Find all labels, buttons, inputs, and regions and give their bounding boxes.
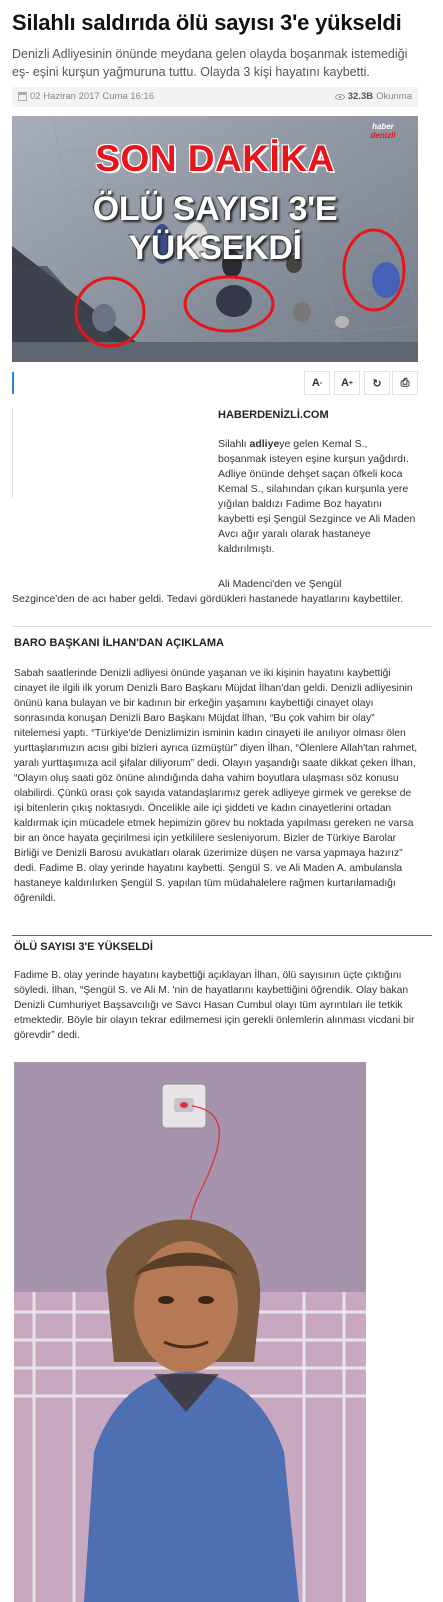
logo-bottom-text: denizli	[370, 131, 396, 140]
hero-headline-death-toll: ÖLÜ SAYISI 3'E YÜKSEKDİ	[92, 190, 338, 267]
article-paragraph-2-start: Ali Madenci'den ve Şengül	[218, 578, 342, 590]
p1-keyword-link[interactable]: adliye	[249, 438, 280, 450]
toolbar-accent	[12, 372, 14, 394]
font-decrease-button[interactable]: A -	[304, 371, 330, 395]
calendar-icon	[18, 92, 27, 101]
section-body-death-toll: Fadime B. olay yerinde hayatını kaybettiği açıklayan İlhan, ölü sayısının üçte çıktığını söyledi. İlhan, “Şengül S. ve Ali M. 'nin de hayatlarını kaybettiğini öğrendik. Olay bakan Denizli Cumhuriyet Başsavcılığı ve Savcı Hasan Cumbul olayı tüm ayrıntıları ile tetkik etmektedir. Böyle bir olayın tekrar edilmemesi için gerekli önlemlerin alınması vicdani bir görevdir” dedi.	[14, 970, 415, 1041]
haber-denizli-logo	[362, 122, 404, 140]
eye-icon	[335, 94, 345, 100]
print-icon: ⎙	[400, 376, 410, 389]
logo-top-text: haber	[372, 122, 394, 131]
date-text: 02 Haziran 2017 Cuma 16:16	[30, 91, 155, 102]
font-decrease-label: A	[311, 377, 320, 389]
victim-photo	[14, 1062, 366, 1602]
views-count: 32.3B	[347, 91, 374, 102]
print-button[interactable]	[392, 371, 418, 395]
section-divider	[12, 626, 432, 627]
article-title: Silahlı saldırıda ölü sayısı 3'e yükseldi	[12, 10, 402, 35]
article-source: HABERDENİZLİ.COM	[218, 409, 329, 421]
section-title-baro: BARO BAŞKANI İLHAN'DAN AÇIKLAMA	[14, 637, 224, 649]
reset-icon: ↻	[372, 377, 382, 390]
views-label: Okunma	[376, 91, 412, 102]
victim-photo-scene	[14, 1062, 366, 1602]
article-meta-bar	[12, 87, 418, 107]
section-divider-red	[12, 935, 432, 936]
p1-text-rest: ye gelen Kemal S., boşanmak isteyen eşine kurşun yağdırdı. Adliye önünde dehşet saçan öfkeli koca Kemal S., silahından çıkan kurşunla yere yığılan baldızı Fadime Boz hayatını kaybetti eşi Şengül Sezgince ve Ali Maden Avcı ağır yaralı olarak hastaneye kaldırılmıştı.	[218, 438, 416, 555]
section-body-baro: Sabah saatlerinde Denizli adliyesi önünde yaşanan ve iki kişinin hayatını kaybettiği cinayet ile ilgili ilk yorum Denizli Baro Başkanı Müjdat İlhan'dan geldi. Denizli adliyesinin önünü kana bulayan ve bir kadının bir erkeğin yaşamını kaybettiği cinayet olayı sonrasında konuşan Denizli Baro Başkanı Müjdat İlhan, “Bu çok vahim bir olay” nitelemesi yaptı. “Türkiye'de Denizlimizin isminin kadın cinayeti ile anılıyor olması ölen yurttaşlarımızın acısı gibi bizleri ayrıca üzmüştür” diyen İlhan, “Ölenlere Allah'tan rahmet, yaralı yurttaşımıza acil şifalar diliyorum” dedi. Olayın yaşandığı saate dikkat çeken İlhan, “Olayın oluş saati göz önüne alındığında daha vahim boyutlara ulaşması söz konusu olabilirdi. Çünkü orası çok sayıda vatandaşlarımız gerek adliyeye girmek ve gerekse de işi bitenlerin çıkış noktasıydı. Öncelikle aile içi şiddeti ve kadın cinayetlerini ortadan kaldırmak için mücadele etmek hepimizin görev bu noktada yapılması gereken ne varsa bir an önce hayata geçirilmesi için yetkililere sesleniyorum. Bizler de Türkiye Barolar Birliği ve Denizli Barosu avukatları olarak üzerimize düşen ne varsa yapmaya hazırız” dedi. Fadime B. olay yerinde hayatını kaybetti. Şengül S. ve Ali Maden A. ambulansla hastaneye kaldırılırken Şengül S. yapılan tüm müdahalelere rağmen kurtarılamadığı öğrenildi.	[14, 668, 418, 904]
article-paragraph-2-rest: Sezgince'den de acı haber geldi. Tedavi gördükleri hastanede hayatlarını kaybettiler.	[12, 593, 404, 605]
inline-ad-slot	[12, 408, 13, 498]
font-increase-button[interactable]: A +	[334, 371, 360, 395]
hero-image	[12, 116, 418, 362]
reset-font-button[interactable]	[364, 371, 390, 395]
article-views	[335, 91, 412, 102]
font-increase-label: A	[340, 377, 349, 389]
section-title-death-toll: ÖLÜ SAYISI 3'E YÜKSELDİ	[14, 941, 153, 953]
article-paragraph-1	[218, 437, 418, 557]
p1-text-start: Silahlı	[218, 438, 250, 450]
article-lead: Denizli Adliyesinin önünde meydana gelen olayda boşanmak istemediği eş- eşini kurşun yağmuruna tuttu. Olayda 3 kişi hayatını kaybetti.	[12, 47, 408, 79]
article-date	[18, 91, 154, 102]
article-toolbar	[12, 370, 418, 396]
hero-headline-breaking: SON DAKİKA	[95, 138, 335, 179]
